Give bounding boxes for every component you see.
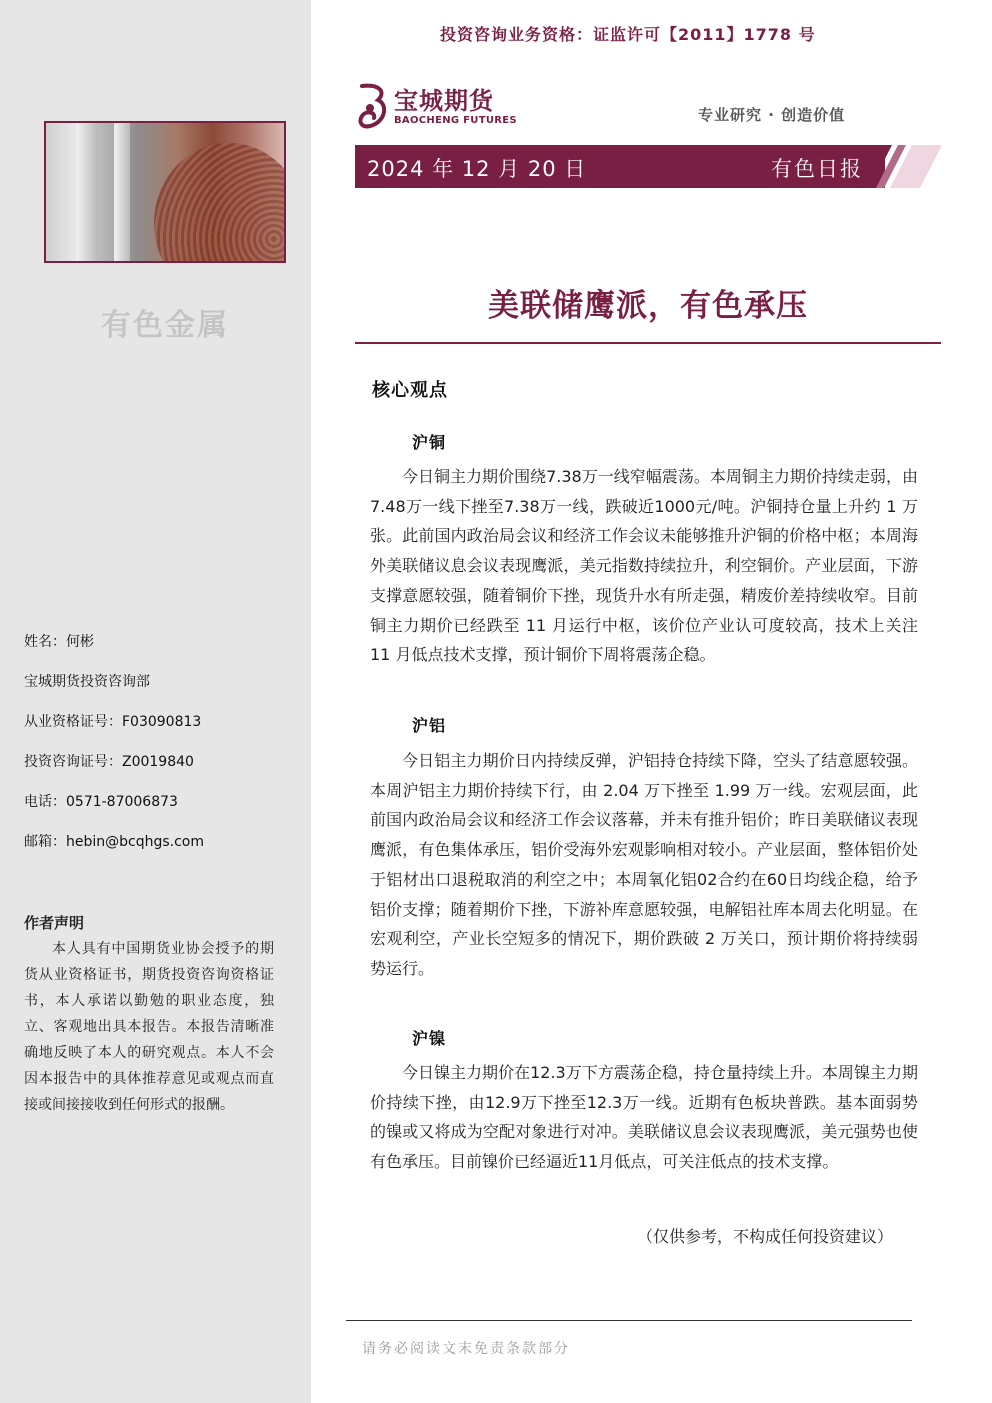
section-title-aluminum: 沪铝	[412, 716, 447, 735]
analyst-department: 宝城期货投资咨询部	[24, 674, 150, 690]
cover-image	[44, 121, 286, 263]
slogan: 专业研究 · 创造价值	[698, 106, 846, 124]
tube-shape	[76, 123, 98, 261]
section-body-copper: 今日铜主力期价围绕7.38万一线窄幅震荡。本周铜主力期价持续走弱，由7.48万一线下挫至7.38万一线，跌破近1000元/吨。沪铜持仓量上升约 1 万张。此前国内政治局会议和经济工作会议未能够推升沪铜的价格中枢；本周海外美联储议息会议表现鹰派，美元指数持续拉升，利空铜价。产业层面，下游支撑意愿较强，随着铜价下挫，现货升水有所走强，精废价差持续收窄。目前铜主力期价已经跌至 11 月运行中枢，该价位产业认可度较高，技术上关注 11 月低点技术支撑，预计铜价下周将震荡企稳。	[370, 467, 918, 665]
sidebar	[0, 0, 311, 1403]
phone: 电话：0571-87006873	[24, 794, 178, 810]
logo-english: BAOCHENG FUTURES	[394, 114, 517, 126]
sector-label: 有色金属	[101, 308, 229, 343]
footer-note: 请务必阅读文末免责条款部分	[362, 1341, 570, 1357]
footer-divider	[346, 1320, 912, 1321]
banner-stripes	[862, 145, 942, 188]
headline-divider	[355, 342, 941, 344]
analyst-name: 姓名：何彬	[24, 634, 94, 650]
logo-icon	[356, 82, 390, 130]
analyst-contact	[24, 632, 304, 872]
declaration-title: 作者声明	[24, 914, 85, 932]
copper-coil-shape	[154, 143, 286, 263]
logo-chinese: 宝城期货	[394, 86, 494, 115]
section-body-nickel: 今日镍主力期价在12.3万下方震荡企稳，持仓量持续上升。本周镍主力期价持续下挫，由12.9万下挫至12.3万一线。近期有色板块普跌。基本面弱势的镍或又将成为空配对象进行对冲。美联储议息会议表现鹰派，美元强势也使有色承压。目前镍价已经逼近11月低点，可关注低点的技术支撑。	[370, 1063, 918, 1172]
section-body-aluminum: 今日铝主力期价日内持续反弹，沪铝持仓持续下降，空头了结意愿较强。本周沪铝主力期价持续下行，由 2.04 万下挫至 1.99 万一线。宏观层面，此前国内政治局会议和经济工作会议落幕，并未有推升铝价；昨日美联储议表现鹰派，有色集体承压，铝价受海外宏观影响相对较小。产业层面，整体铝价处于铝材出口退税取消的利空之中；本周氧化铝02合约在60日均线企稳，给予铝价支撑；随着期价下挫，下游补库意愿较强，电解铝社库本周去化明显。在宏观利空，产业长空短多的情况下，期价跌破 2 万关口，预计期价将持续弱势运行。	[370, 751, 918, 978]
report-headline: 美联储鹰派，有色承压	[488, 288, 808, 324]
company-logo	[356, 82, 517, 130]
tube-shape	[114, 123, 130, 261]
date-banner	[355, 145, 885, 188]
report-type: 有色日报	[771, 157, 863, 181]
email: 邮箱：hebin@bcqhgs.com	[24, 834, 205, 850]
license-text: 投资咨询业务资格：证监许可【2011】1778 号	[440, 25, 816, 44]
report-date: 2024 年 12 月 20 日	[367, 157, 587, 181]
core-view-title: 核心观点	[372, 380, 448, 401]
declaration-body: 本人具有中国期货业协会授予的期货从业资格证书，期货投资咨询资格证书，本人承诺以勤勉的职业态度，独立、客观地出具本报告。本报告清晰准确地反映了本人的研究观点。本人不会因本报告中的具体推荐意见或观点而直接或间接接收到任何形式的报酬。	[24, 941, 274, 1113]
section-title-copper: 沪铜	[412, 433, 447, 452]
investment-disclaimer: （仅供参考，不构成任何投资建议）	[637, 1227, 894, 1246]
section-title-nickel: 沪镍	[412, 1029, 447, 1048]
qualification-id: 从业资格证号：F03090813	[24, 714, 202, 730]
consulting-id: 投资咨询证号：Z0019840	[24, 754, 194, 770]
